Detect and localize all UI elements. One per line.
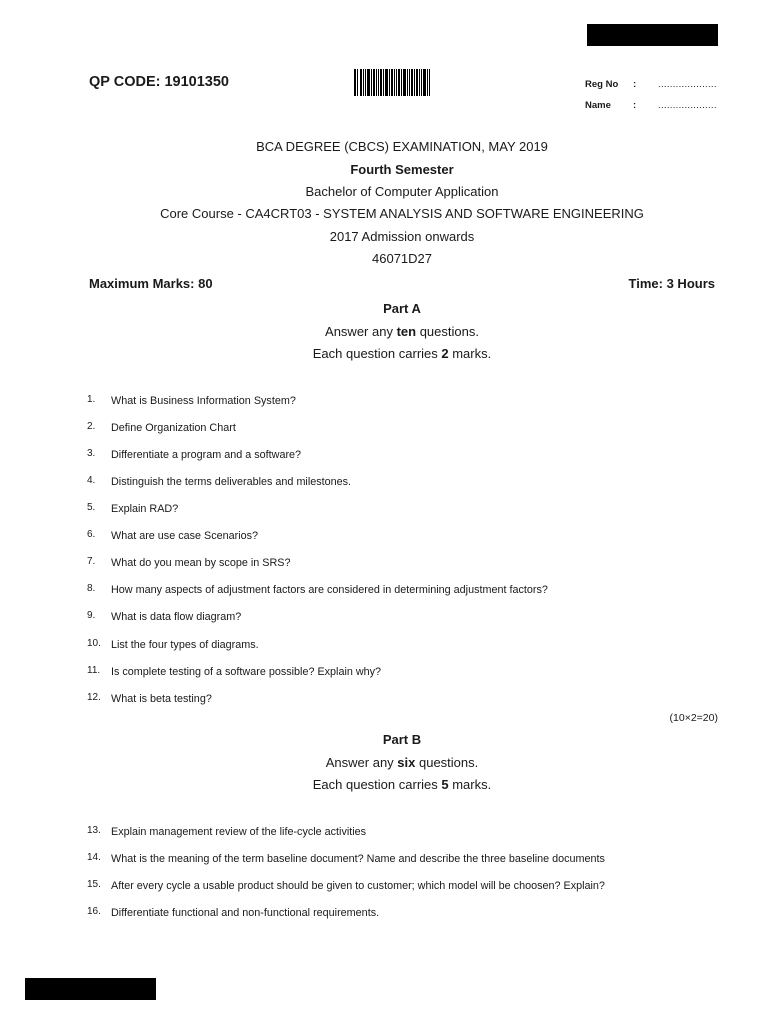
- question-text: Differentiate functional and non-functional requirements.: [111, 907, 380, 919]
- question-text: Differentiate a program and a software?: [111, 449, 302, 461]
- part-a-heading: Part A: [383, 301, 421, 316]
- paper-code: 46071D27: [372, 251, 432, 266]
- admission-note: 2017 Admission onwards: [329, 229, 475, 244]
- part-b-instr-count: six: [397, 755, 416, 770]
- name-label: Name: [585, 100, 611, 111]
- name-row: [585, 100, 717, 111]
- question-number: 11.: [87, 665, 101, 676]
- question-text: What are use case Scenarios?: [111, 530, 259, 542]
- part-b-marks-post: marks.: [448, 777, 492, 792]
- name-colon: :: [633, 100, 637, 111]
- program-name: Bachelor of Computer Application: [305, 184, 499, 199]
- question-number: 2.: [87, 421, 96, 432]
- question-number: 14.: [87, 852, 101, 863]
- question-number: 1.: [87, 394, 96, 405]
- part-a-instr-count: ten: [396, 324, 417, 339]
- question-text: Explain management review of the life-cycle activities: [111, 826, 367, 838]
- exam-title: BCA DEGREE (CBCS) EXAMINATION, MAY 2019: [256, 139, 548, 154]
- part-b-marks: [0, 777, 768, 792]
- time-allowed: Time: 3 Hours: [628, 276, 715, 291]
- semester: Fourth Semester: [350, 162, 454, 177]
- question-number: 6.: [87, 529, 96, 540]
- question-text: What is beta testing?: [111, 693, 212, 705]
- part-b-instruction: [0, 755, 768, 770]
- question-text: What is the meaning of the term baseline document? Name and describe the three baseline documents: [111, 853, 605, 865]
- question-number: 8.: [87, 583, 96, 594]
- part-a-marks-post: marks.: [448, 346, 492, 361]
- part-b-marks-value: 5: [441, 777, 449, 792]
- question-number: 13.: [87, 825, 101, 836]
- question-text: After every cycle a usable product should be given to customer; which model will be choosen? Explain?: [111, 880, 605, 892]
- question-number: 7.: [87, 556, 96, 567]
- reg-no-colon: :: [633, 79, 637, 90]
- question-text: List the four types of diagrams.: [111, 639, 259, 651]
- question-text: What is Business Information System?: [111, 395, 296, 407]
- question-text: Explain RAD?: [111, 503, 179, 515]
- reg-no-row: [585, 79, 717, 90]
- part-a-marks: [0, 346, 768, 361]
- part-a-instruction: [0, 324, 768, 339]
- question-text: What is data flow diagram?: [111, 611, 242, 623]
- part-b-instr-post: questions.: [415, 755, 479, 770]
- part-a-instr-post: questions.: [416, 324, 479, 339]
- redaction-bar-bottom: [25, 978, 156, 1000]
- question-number: 3.: [87, 448, 96, 459]
- reg-no-blank: ....................: [658, 79, 717, 90]
- qp-code: QP CODE: 19101350: [89, 74, 229, 90]
- course-name: SYSTEM ANALYSIS AND SOFTWARE ENGINEERING: [323, 206, 644, 221]
- question-text: How many aspects of adjustment factors are considered in determining adjustment factors?: [111, 584, 548, 596]
- question-text: Distinguish the terms deliverables and milestones.: [111, 476, 352, 488]
- course-prefix: Core Course - CA4CRT03 -: [160, 206, 324, 221]
- part-b-marks-pre: Each question carries: [312, 777, 442, 792]
- question-number: 9.: [87, 610, 96, 621]
- part-a-marks-total: (10×2=20): [669, 712, 718, 724]
- question-number: 10.: [87, 638, 101, 649]
- part-b-instr-pre: Answer any: [325, 755, 398, 770]
- question-number: 16.: [87, 906, 101, 917]
- course-title: [0, 206, 768, 221]
- reg-no-label: Reg No: [585, 79, 619, 90]
- question-number: 15.: [87, 879, 101, 890]
- part-a-marks-pre: Each question carries: [312, 346, 442, 361]
- question-text: Is complete testing of a software possible? Explain why?: [111, 666, 382, 678]
- part-b-heading: Part B: [382, 732, 422, 747]
- question-text: Define Organization Chart: [111, 422, 236, 434]
- question-number: 12.: [87, 692, 101, 703]
- question-text: What do you mean by scope in SRS?: [111, 557, 291, 569]
- part-a-marks-value: 2: [441, 346, 449, 361]
- question-number: 4.: [87, 475, 96, 486]
- name-blank: ....................: [658, 100, 717, 111]
- part-a-instr-pre: Answer any: [325, 324, 397, 339]
- redaction-bar-top: [587, 24, 718, 46]
- max-marks: Maximum Marks: 80: [89, 276, 213, 291]
- barcode-image: [354, 69, 430, 96]
- question-number: 5.: [87, 502, 96, 513]
